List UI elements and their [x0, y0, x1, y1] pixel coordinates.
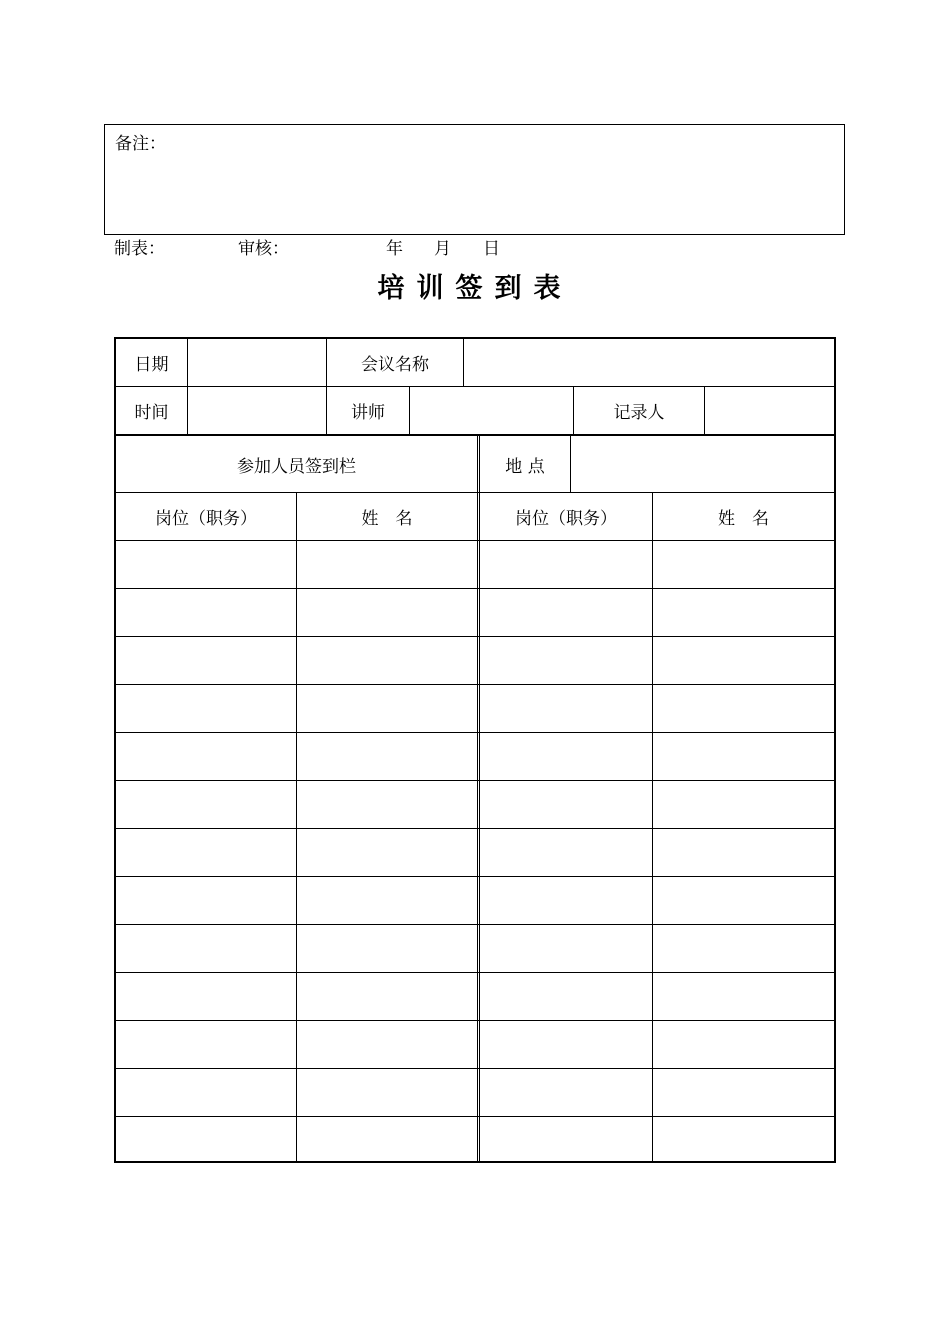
grid-line — [187, 339, 188, 434]
recorder-field[interactable] — [705, 387, 834, 434]
position-cell[interactable] — [480, 1117, 652, 1164]
position-cell[interactable] — [116, 829, 296, 876]
time-field[interactable] — [188, 387, 326, 434]
name-cell[interactable] — [297, 637, 477, 684]
name-cell[interactable] — [297, 1021, 477, 1068]
name-cell[interactable] — [297, 781, 477, 828]
position-cell[interactable] — [480, 637, 652, 684]
grid-line — [116, 434, 834, 436]
grid-line — [573, 386, 574, 434]
position-cell[interactable] — [116, 589, 296, 636]
grid-line — [116, 492, 834, 493]
position-cell[interactable] — [480, 541, 652, 588]
name-cell[interactable] — [653, 781, 834, 828]
name-cell[interactable] — [653, 637, 834, 684]
name-cell[interactable] — [653, 829, 834, 876]
grid-line — [116, 386, 834, 387]
grid-line — [704, 386, 705, 434]
attendee-section-label: 参加人员签到栏 — [237, 457, 356, 477]
position-cell[interactable] — [480, 685, 652, 732]
name-cell[interactable] — [297, 1117, 477, 1164]
grid-line — [326, 386, 327, 434]
name-cell[interactable] — [297, 877, 477, 924]
reviewed-by-label: 审核： — [238, 239, 289, 259]
location-label: 地 点 — [505, 457, 545, 477]
position-cell[interactable] — [116, 637, 296, 684]
month-label: 月 — [434, 239, 451, 259]
column-header-position-2: 岗位（职务） — [515, 509, 617, 529]
grid-line — [409, 386, 410, 434]
name-cell[interactable] — [653, 1117, 834, 1164]
time-label: 时间 — [134, 403, 169, 423]
position-cell[interactable] — [480, 973, 652, 1020]
lecturer-label: 讲师 — [351, 403, 385, 423]
date-field[interactable] — [188, 339, 326, 386]
column-header-position-1: 岗位（职务） — [155, 509, 257, 529]
position-cell[interactable] — [116, 925, 296, 972]
remarks-box[interactable] — [104, 124, 845, 235]
name-cell[interactable] — [653, 877, 834, 924]
name-cell[interactable] — [297, 589, 477, 636]
position-cell[interactable] — [480, 1021, 652, 1068]
position-cell[interactable] — [480, 1069, 652, 1116]
name-cell[interactable] — [297, 541, 477, 588]
position-cell[interactable] — [116, 1021, 296, 1068]
position-cell[interactable] — [116, 973, 296, 1020]
name-cell[interactable] — [297, 1069, 477, 1116]
column-header-name-1: 姓 名 — [361, 509, 413, 529]
meeting-name-label: 会议名称 — [361, 355, 429, 375]
position-cell[interactable] — [480, 589, 652, 636]
day-label: 日 — [483, 239, 500, 259]
name-cell[interactable] — [297, 925, 477, 972]
name-cell[interactable] — [653, 1021, 834, 1068]
prepared-by-label: 制表： — [114, 239, 165, 259]
position-cell[interactable] — [480, 829, 652, 876]
name-cell[interactable] — [653, 1069, 834, 1116]
sign-in-table — [114, 337, 836, 1163]
remarks-label: 备注： — [115, 134, 166, 154]
position-cell[interactable] — [116, 877, 296, 924]
grid-line — [477, 436, 478, 1161]
position-cell[interactable] — [116, 685, 296, 732]
location-field[interactable] — [571, 437, 834, 492]
position-cell[interactable] — [116, 1117, 296, 1164]
name-cell[interactable] — [297, 829, 477, 876]
position-cell[interactable] — [480, 877, 652, 924]
date-label: 日期 — [134, 355, 169, 375]
page-title: 培训签到表 — [377, 273, 573, 304]
position-cell[interactable] — [116, 541, 296, 588]
name-cell[interactable] — [653, 925, 834, 972]
column-header-name-2: 姓 名 — [718, 509, 769, 529]
position-cell[interactable] — [116, 781, 296, 828]
name-cell[interactable] — [297, 733, 477, 780]
position-cell[interactable] — [116, 1069, 296, 1116]
position-cell[interactable] — [116, 733, 296, 780]
lecturer-field[interactable] — [410, 387, 573, 434]
position-cell[interactable] — [480, 781, 652, 828]
grid-line — [326, 339, 327, 386]
name-cell[interactable] — [653, 733, 834, 780]
grid-line — [570, 436, 571, 492]
year-label: 年 — [386, 239, 403, 259]
recorder-label: 记录人 — [613, 403, 665, 423]
name-cell[interactable] — [297, 973, 477, 1020]
name-cell[interactable] — [653, 541, 834, 588]
name-cell[interactable] — [653, 685, 834, 732]
name-cell[interactable] — [297, 685, 477, 732]
position-cell[interactable] — [480, 733, 652, 780]
position-cell[interactable] — [480, 925, 652, 972]
meeting-name-field[interactable] — [464, 339, 834, 386]
grid-line — [463, 339, 464, 386]
name-cell[interactable] — [653, 973, 834, 1020]
name-cell[interactable] — [653, 589, 834, 636]
